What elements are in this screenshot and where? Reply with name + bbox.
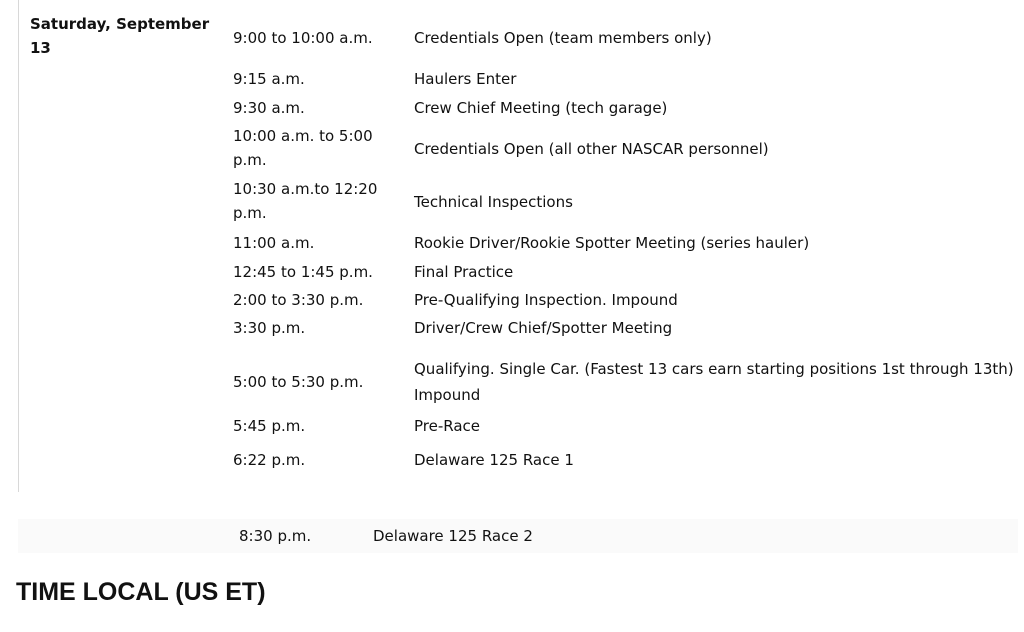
time-zone-note: TIME LOCAL (US ET)	[16, 578, 266, 606]
event-cell: Credentials Open (all other NASCAR personnel)	[414, 140, 769, 158]
event-cell: Final Practice	[414, 263, 514, 281]
day-heading: Saturday, September 13	[30, 15, 210, 57]
time-cell: 10:30 a.m.to 12:20 p.m.	[233, 180, 378, 222]
time-cell: 3:30 p.m.	[233, 319, 306, 337]
time-cell: 8:30 p.m.	[239, 527, 312, 545]
event-cell: Credentials Open (team members only)	[414, 29, 712, 47]
event-cell: Crew Chief Meeting (tech garage)	[414, 99, 668, 117]
time-cell: 12:45 to 1:45 p.m.	[233, 263, 373, 281]
time-cell: 11:00 a.m.	[233, 234, 315, 252]
table-row-extra	[18, 519, 1018, 553]
time-cell: 2:00 to 3:30 p.m.	[233, 291, 364, 309]
time-cell: 5:00 to 5:30 p.m.	[233, 373, 364, 391]
schedule-table	[18, 0, 1019, 492]
time-cell: 9:00 to 10:00 a.m.	[233, 29, 373, 47]
event-cell: Haulers Enter	[414, 70, 517, 88]
event-cell: Pre-Race	[414, 417, 481, 435]
event-cell: Pre-Qualifying Inspection. Impound	[414, 291, 678, 309]
event-cell: Delaware 125 Race 2	[373, 527, 533, 545]
event-cell: Driver/Crew Chief/Spotter Meeting	[414, 319, 673, 337]
time-cell: 6:22 p.m.	[233, 451, 306, 469]
time-cell: 9:30 a.m.	[233, 99, 305, 117]
time-cell: 5:45 p.m.	[233, 417, 306, 435]
time-cell: 10:00 a.m. to 5:00 p.m.	[233, 127, 373, 169]
event-cell: Technical Inspections	[414, 193, 573, 211]
event-cell: Delaware 125 Race 1	[414, 451, 574, 469]
time-cell: 9:15 a.m.	[233, 70, 305, 88]
event-cell: Rookie Driver/Rookie Spotter Meeting (series hauler)	[414, 234, 810, 252]
event-cell: Qualifying. Single Car. (Fastest 13 cars earn starting positions 1st through 13th) Impound	[414, 360, 1014, 404]
